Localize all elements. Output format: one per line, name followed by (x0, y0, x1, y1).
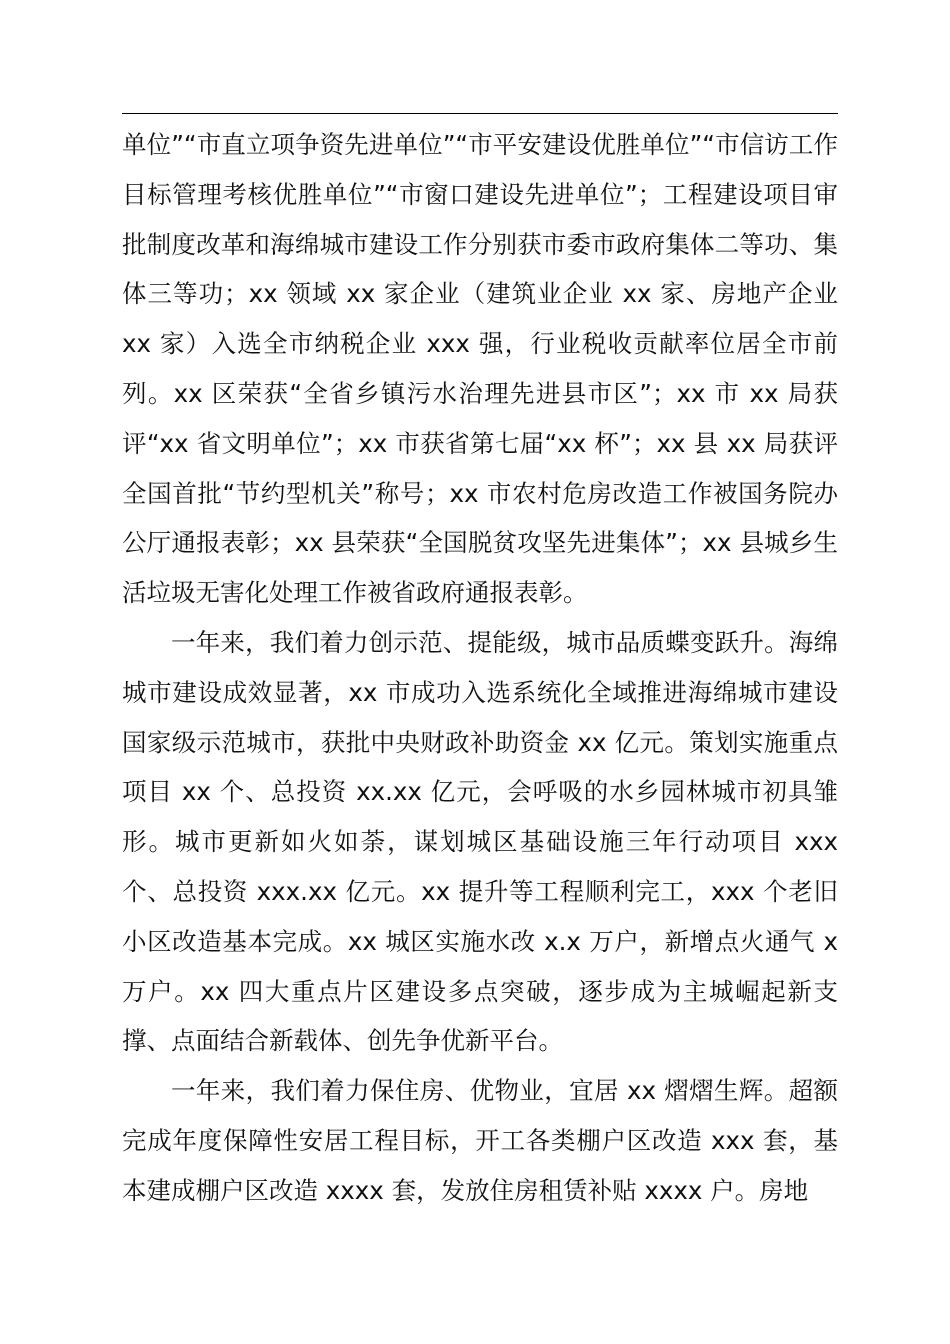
document-body (122, 120, 838, 1216)
paragraph-honors: 单位”“市直立项争资先进单位”“市平安建设优胜单位”“市信访工作目标管理考核优胜单位”“市窗口建设先进单位”；工程建设项目审批制度改革和海绵城市建设工作分别获市委市政府集体二等功、集体三等功；xx 领域 xx 家企业（建筑业企业 xx 家、房地产企业 xx 家）入选全市纳税企业 xxx 强，行业税收贡献率位居全市前列。xx 区荣获“全省乡镇污水治理先进县市区”；xx 市 xx 局获评“xx 省文明单位”；xx 市获省第七届“xx 杯”；xx 县 xx 局获评全国首批“节约型机关”称号；xx 市农村危房改造工作被国务院办公厅通报表彰；xx 县荣获“全国脱贫攻坚先进集体”；xx 县城乡生活垃圾无害化处理工作被省政府通报表彰。 (122, 130, 838, 608)
paragraph-city-quality: 一年来，我们着力创示范、提能级，城市品质蝶变跃升。海绵城市建设成效显著，xx 市成功入选系统化全域推进海绵城市建设国家级示范城市，获批中央财政补助资金 xx 亿元。策划实施重点项目 xx 个、总投资 xx.xx 亿元，会呼吸的水乡园林城市初具雏形。城市更新如火如荼，谋划城区基础设施三年行动项目 xxx 个、总投资 xxx.xx 亿元。xx 提升等工程顺利完工，xxx 个老旧小区改造基本完成。xx 城区实施水改 x.x 万户，新增点火通气 x 万户。xx 四大重点片区建设多点突破，逐步成为主城崛起新支撑、点面结合新载体、创先争优新平台。 (122, 627, 838, 1056)
paragraph-housing: 一年来，我们着力保住房、优物业，宜居 xx 熠熠生辉。超额完成年度保障性安居工程目标，开工各类棚户区改造 xxx 套，基本建成棚户区改造 xxxx 套，发放住房租赁补贴 xxxx 户。房地 (122, 1076, 838, 1205)
header-rule (122, 113, 838, 114)
